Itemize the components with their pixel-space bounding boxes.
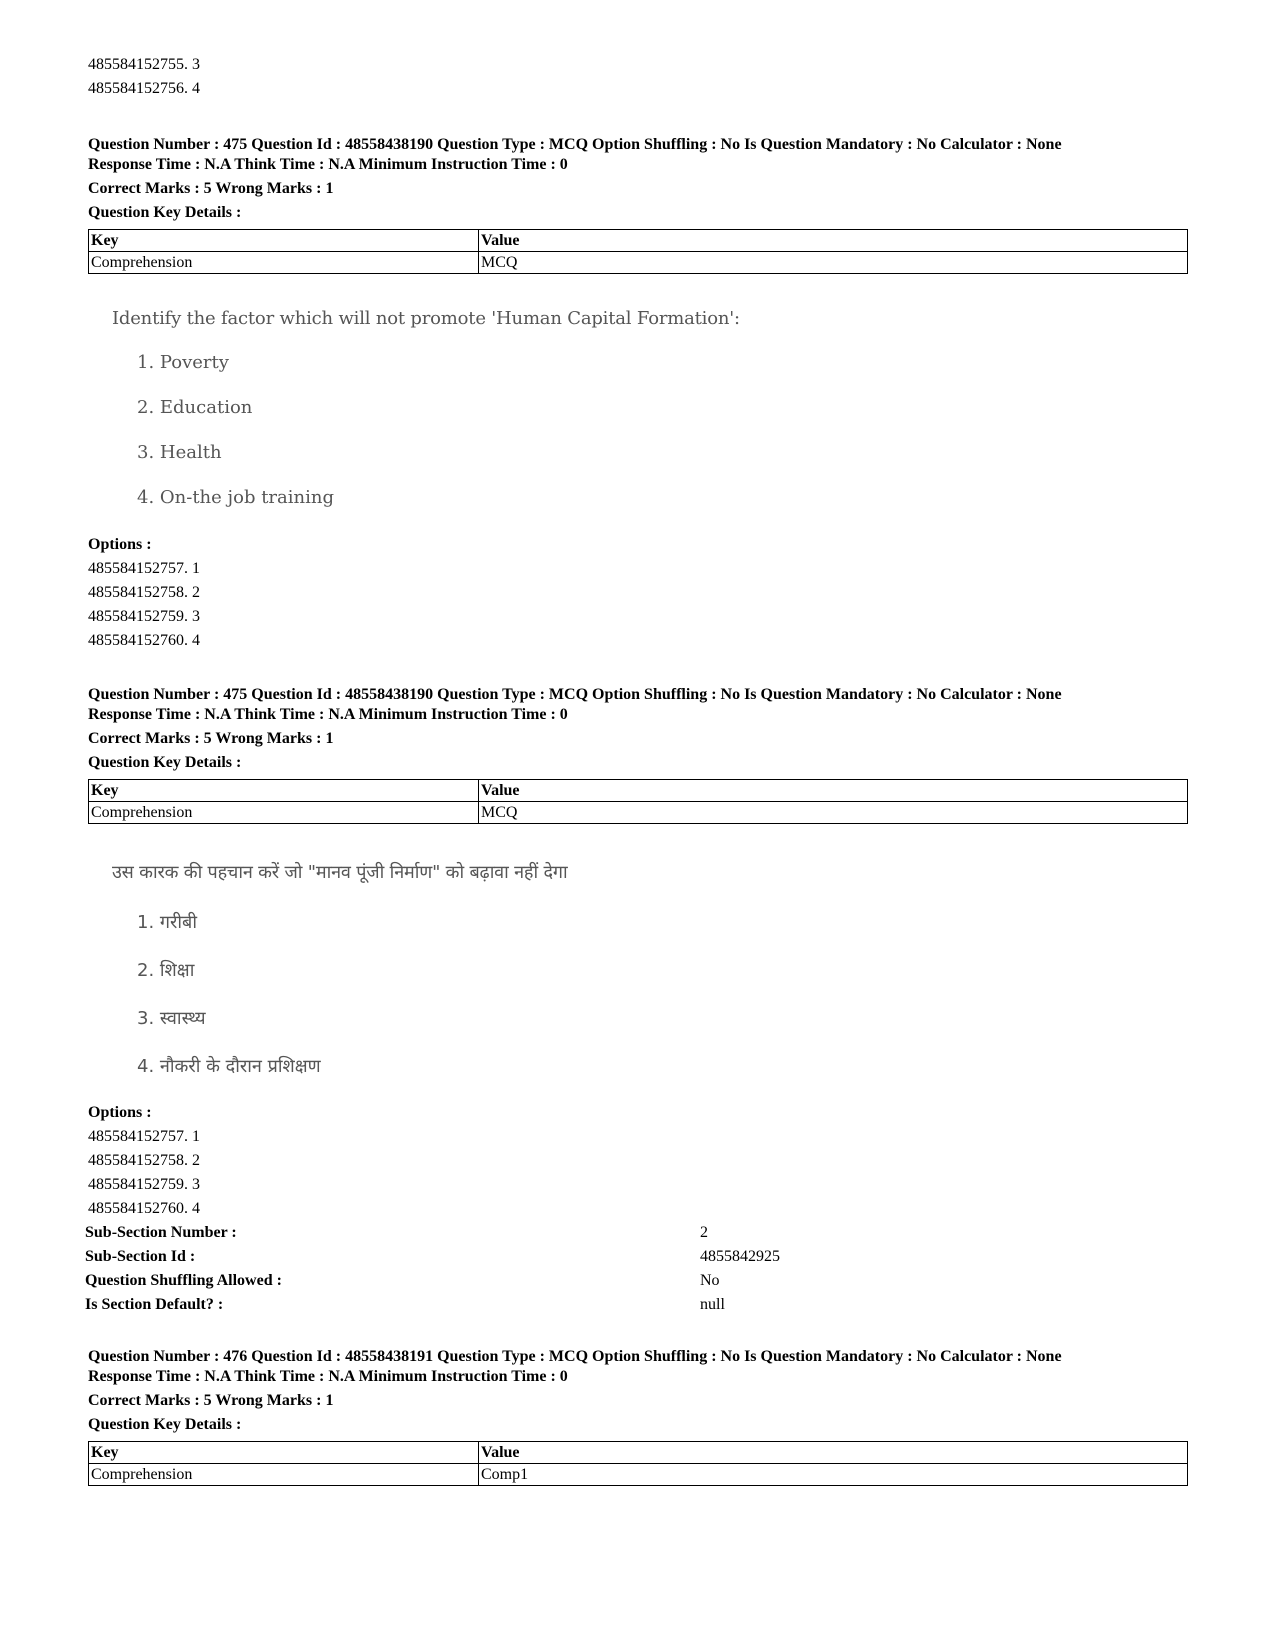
option-line: 485584152758. 2 — [88, 584, 200, 601]
section-default-value: null — [700, 1296, 725, 1313]
question-stem: उस कारक की पहचान करें जो "मानव पूंजी निर्माण" को बढ़ावा नहीं देगा — [112, 862, 568, 883]
table-header-value: Value — [479, 1442, 1188, 1464]
table-header-key: Key — [89, 780, 479, 802]
table-row — [89, 1464, 1188, 1486]
question-option: 3. Health — [137, 442, 222, 463]
subsection-number-value: 2 — [700, 1224, 708, 1241]
key-details-table — [88, 779, 1188, 824]
table-cell-key: Comprehension — [89, 252, 479, 274]
key-details-table — [88, 1441, 1188, 1486]
key-details-label: Question Key Details : — [88, 754, 242, 771]
question-timing: Response Time : N.A Think Time : N.A Minimum Instruction Time : 0 — [88, 706, 568, 723]
section-default-label: Is Section Default? : — [85, 1296, 224, 1313]
table-header-value: Value — [479, 780, 1188, 802]
question-option: 3. स्वास्थ्य — [137, 1008, 206, 1029]
question-shuffling-label: Question Shuffling Allowed : — [85, 1272, 282, 1289]
question-image — [112, 860, 712, 1090]
question-timing: Response Time : N.A Think Time : N.A Minimum Instruction Time : 0 — [88, 1368, 568, 1385]
option-line: 485584152755. 3 — [88, 56, 200, 73]
question-timing: Response Time : N.A Think Time : N.A Minimum Instruction Time : 0 — [88, 156, 568, 173]
question-marks: Correct Marks : 5 Wrong Marks : 1 — [88, 1392, 334, 1409]
option-line: 485584152757. 1 — [88, 560, 200, 577]
table-cell-value: MCQ — [479, 802, 1188, 824]
table-cell-key: Comprehension — [89, 1464, 479, 1486]
question-header: Question Number : 476 Question Id : 48558438191 Question Type : MCQ Option Shuffling : No Is Question Mandatory : No Calculator : None — [88, 1348, 1062, 1365]
question-option: 2. शिक्षा — [137, 960, 195, 981]
question-header: Question Number : 475 Question Id : 48558438190 Question Type : MCQ Option Shuffling : No Is Question Mandatory : No Calculator : None — [88, 136, 1062, 153]
option-line: 485584152757. 1 — [88, 1128, 200, 1145]
question-option: 4. On-the job training — [137, 487, 334, 508]
table-cell-value: MCQ — [479, 252, 1188, 274]
question-marks: Correct Marks : 5 Wrong Marks : 1 — [88, 730, 334, 747]
question-header: Question Number : 475 Question Id : 48558438190 Question Type : MCQ Option Shuffling : No Is Question Mandatory : No Calculator : None — [88, 686, 1062, 703]
question-marks: Correct Marks : 5 Wrong Marks : 1 — [88, 180, 334, 197]
subsection-id-value: 4855842925 — [700, 1248, 780, 1265]
table-cell-key: Comprehension — [89, 802, 479, 824]
question-option: 4. नौकरी के दौरान प्रशिक्षण — [137, 1056, 321, 1077]
subsection-number-label: Sub-Section Number : — [85, 1224, 237, 1241]
option-line: 485584152759. 3 — [88, 608, 200, 625]
table-row — [89, 230, 1188, 252]
subsection-id-label: Sub-Section Id : — [85, 1248, 196, 1265]
key-details-label: Question Key Details : — [88, 204, 242, 221]
question-image — [112, 308, 740, 508]
option-line: 485584152759. 3 — [88, 1176, 200, 1193]
table-header-key: Key — [89, 230, 479, 252]
table-cell-value: Comp1 — [479, 1464, 1188, 1486]
option-line: 485584152760. 4 — [88, 1200, 200, 1217]
option-line: 485584152756. 4 — [88, 80, 200, 97]
table-header-key: Key — [89, 1442, 479, 1464]
options-label: Options : — [88, 1104, 152, 1121]
key-details-label: Question Key Details : — [88, 1416, 242, 1433]
question-option: 2. Education — [137, 397, 253, 418]
table-row — [89, 802, 1188, 824]
table-header-value: Value — [479, 230, 1188, 252]
table-row — [89, 780, 1188, 802]
option-line: 485584152758. 2 — [88, 1152, 200, 1169]
option-line: 485584152760. 4 — [88, 632, 200, 649]
question-option: 1. Poverty — [137, 352, 229, 373]
options-label: Options : — [88, 536, 152, 553]
key-details-table — [88, 229, 1188, 274]
question-stem: Identify the factor which will not promote 'Human Capital Formation': — [112, 308, 740, 329]
table-row — [89, 1442, 1188, 1464]
question-option: 1. गरीबी — [137, 912, 197, 933]
table-row — [89, 252, 1188, 274]
question-shuffling-value: No — [700, 1272, 720, 1289]
